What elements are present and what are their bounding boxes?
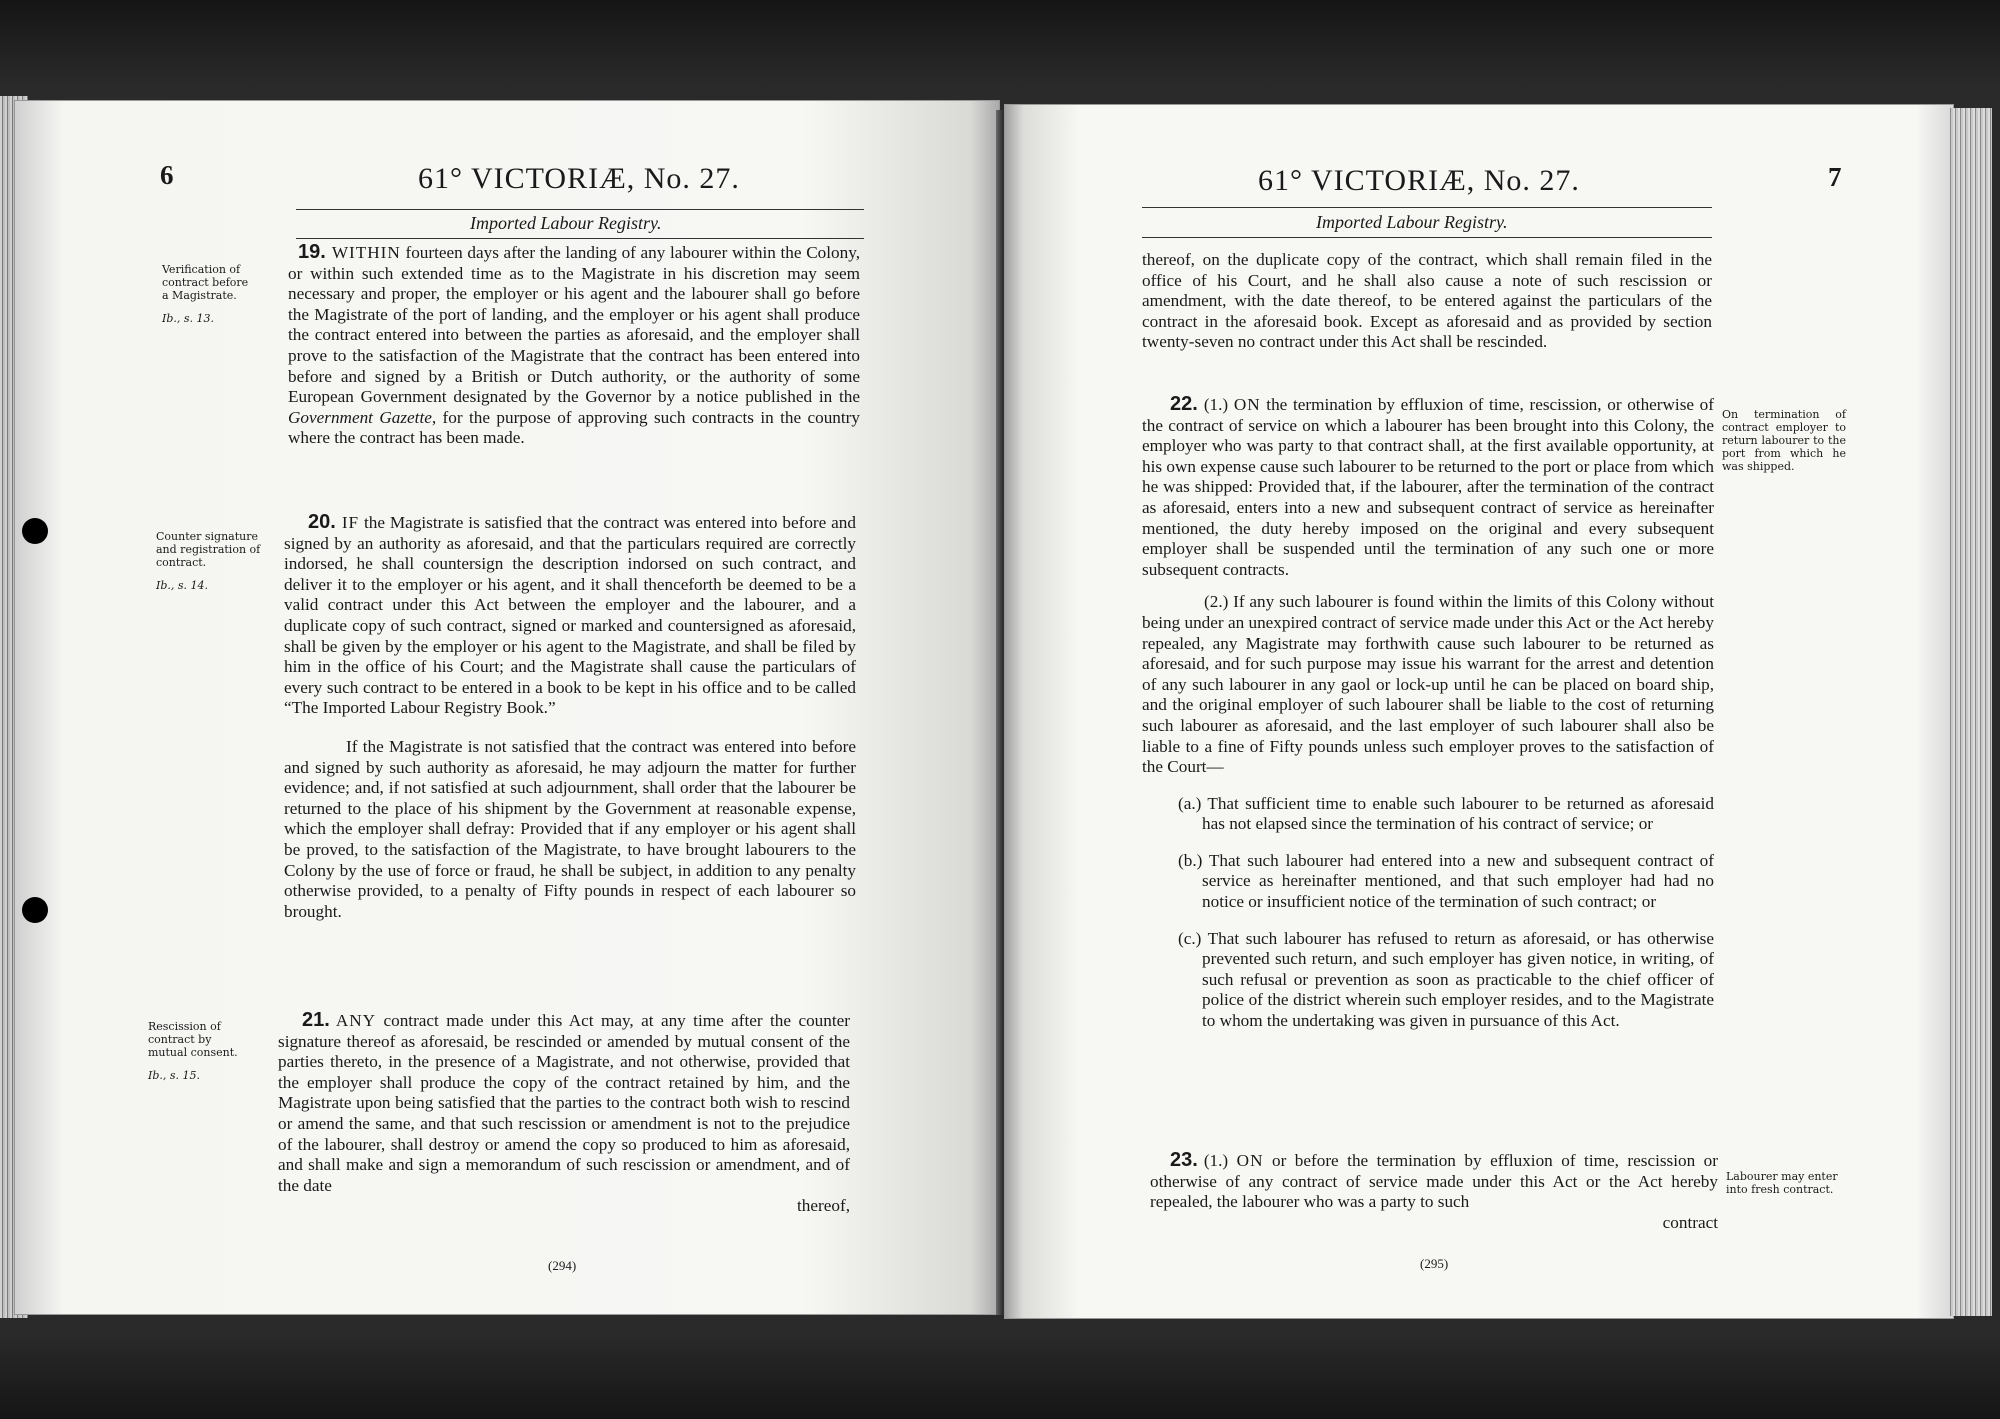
catchword: thereof, (797, 1196, 850, 1216)
section-21: 21. ANY contract made under this Act may, at any time after the counter signature thereof as aforesaid, be rescinded or amended by mutual consent of the parties thereto, in the presence of a Magistrate, and not otherwise, provided that the employer shall produce the copy of the contract retained by him, and the Magistrate upon being satisfied that the parties to the contract both wish to rescind or amend the same, and that such rescission or amendment is not to the prejudice of the labourer, shall destroy or amend the copy so produced to him as aforesaid, and shall make and sign a memorandum of such rescission or amendment, and of the date thereof, (278, 1009, 850, 1216)
section-23: 23. (1.) ON or before the termination by effluxion of time, rescission or otherwise of any contract of service made under this Act or the Act hereby repealed, the labourer who was a party to such contract (1150, 1149, 1718, 1232)
section-19: 19. WITHIN fourteen days after the landing of any labourer within the Colony, or within such extended time as to the Magistrate in his discretion may seem necessary and proper, the employer or his agent and the labourer shall go before the Magistrate of the port of landing, and the employer or his agent shall produce the contract entered into between the parties as aforesaid, and the employer shall prove to the satisfaction of the Magistrate that the contract has been entered into before and signed by a British or Dutch authority, or the authority of some European Government designated by the Governor by a notice published in the Government Gazette, for the purpose of approving such contracts in the country where the contract has been made. (288, 241, 860, 448)
sidenote-label: Labourer may enter into fresh contract. (1726, 1170, 1838, 1196)
sidenote-20 (156, 530, 280, 592)
right-folio: 7 (1828, 162, 1842, 192)
sidenote-19 (162, 263, 258, 325)
right-page-number: (295) (1420, 1256, 1449, 1271)
list-item: (b.) That such labourer had entered into a new and subsequent contract of service as hereinafter mentioned, and that such employer had had no notice or insufficient notice of the termination of such contract; or (1178, 850, 1714, 912)
punch-hole (22, 518, 48, 544)
left-subtitle: Imported Labour Registry. (470, 213, 662, 233)
left-subtitle-rule (296, 238, 864, 239)
sidenote-ref: Ib., s. 13. (162, 312, 215, 325)
right-subtitle: Imported Labour Registry. (1316, 212, 1508, 232)
sidenote-label: Rescission of contract by mutual consent. (148, 1020, 238, 1059)
sidenote-22 (1722, 408, 1846, 473)
right-header-rule (1142, 207, 1712, 208)
right-running-title: 61° VICTORIÆ, No. 27. (1258, 164, 1580, 197)
sidenote-label: On termination of contract employer to return labourer to the port from which he was shipped. (1722, 408, 1846, 473)
sidenote-23 (1726, 1170, 1850, 1196)
section-22-subsection-2: (2.) If any such labourer is found within the limits of this Colony without being under an unexpired contract of service made under this Act or the Act hereby repealed, any Magistrate may forthwith cause such labourer to be returned as aforesaid, and for such purpose may issue his warrant for the arrest and detention of any such labourer in any gaol or lock-up until he can be placed on board ship, and the original employer of such labourer shall be liable to the cost of returning such labourer as aforesaid, and the last employer of such labourer shall also be liable to a fine of Fifty pounds unless such employer proves to the satisfaction of the Court— (1142, 592, 1714, 777)
left-page-number: (294) (548, 1258, 577, 1273)
punch-hole (22, 897, 48, 923)
section-number: 23. (1170, 1149, 1198, 1171)
catchword: contract (1662, 1212, 1718, 1232)
left-header-rule (296, 209, 864, 210)
section-20: 20. IF the Magistrate is satisfied that the contract was entered into before and signed by an authority as aforesaid, and that the particulars required are correctly indorsed, he shall countersign the description indorsed on such contract, and deliver it to the employer or his agent, and it shall thenceforth be deemed to be a valid contract under this Act between the employer and the labourer, and a duplicate copy of such contract, signed or marked and countersigned as aforesaid, shall be given by the employer or his agent to the Magistrate, and shall be filed by him in the office of his Court; and the Magistrate shall cause the particulars of every such contract to be entered in a book to be kept in his office and to be called “The Imported Labour Registry Book.” If the Magistrate is not satisfied that the contract was entered into before and signed by such authority as aforesaid, he may adjourn the matter for further evidence; and, if not satisfied at such adjournment, shall order that the labourer be returned to the place of his shipment by the Government at reasonable expense, which the employer shall defray: Provided that if any employer or his agent shall be proved, to the satisfaction of the Magistrate, to have brought labourers to the Colony by the use of force or fraud, he shall be subject, in addition to any penalty otherwise provided, to a penalty of Fifty pounds in respect of each labourer so brought. (284, 511, 856, 921)
left-running-title: 61° VICTORIÆ, No. 27. (418, 162, 740, 195)
section-number: 21. (302, 1009, 330, 1031)
section-21-continued: thereof, on the duplicate copy of the contract, which shall remain filed in the office of his Court, and he shall also cause a note of such rescission or amendment, with the date thereof, to be entered against the particulars of the contract in the aforesaid book. Except as aforesaid and as provided by section twenty-seven no contract under this Act shall be rescinded. (1142, 250, 1712, 352)
sidenote-label: Verification of contract before a Magistrate. (162, 263, 249, 302)
list-item: (c.) That such labourer has refused to return as aforesaid, or has otherwise prevented such return, and such employer has given notice, in writing, of such refusal or prevention as soon as practicable to the chief officer of police of the district wherein such employer resides, and to the Magistrate to whom the undertaking was given in pursuance of this Act. (1178, 928, 1714, 1031)
sidenote-ref: Ib., s. 15. (148, 1069, 201, 1082)
section-number: 22. (1170, 393, 1198, 415)
left-folio: 6 (160, 160, 174, 190)
section-number: 19. (298, 241, 326, 263)
sidenote-ref: Ib., s. 14. (156, 579, 209, 592)
right-page-edges (1948, 108, 1992, 1316)
section-22: 22. (1.) ON the termination by effluxion of time, rescission, or otherwise of the contract of service on which a labourer has been brought into this Colony, the employer who was party to that contract shall, at the first available opportunity, at his own expense cause such labourer to be returned to the port or place from which he was shipped: Provided that, if the labourer, after the termination of the contract as aforesaid, enters into a new and subsequent contract of service as hereinafter mentioned, the duty hereby imposed on the original and every subsequent employer shall be suspended until the termination of any such one or more subsequent contracts. (2.) If any such labourer is found within the limits of this Colony without being under an unexpired contract of service made under this Act or the Act hereby repealed, any Magistrate may forthwith cause such labourer to be returned as aforesaid, and for such purpose may issue his warrant for the arrest and detention of any such labourer in any gaol or lock-up until he can be placed on board ship, and the original employer of such labourer shall be liable to the cost of returning such labourer as aforesaid, and the last employer of such labourer shall also be liable to a fine of Fifty pounds unless such employer proves to the satisfaction of the Court— (a.) That sufficient time to enable such labourer to be returned as aforesaid has not elapsed since the termination of his contract of service; or (b.) That such labourer had entered into a new and subsequent contract of service as hereinafter mentioned, and that such employer had had no notice or insufficient notice of the termination of such contract; or (c.) That such labourer has refused to return as aforesaid, or has otherwise prevented such return, and such employer has given notice, in writing, of such refusal or prevention as soon as practicable to the chief officer of police of the district wherein such employer resides, and to the Magistrate to whom the undertaking was given in pursuance of this Act. (1142, 393, 1714, 1031)
list-item: (a.) That sufficient time to enable such labourer to be returned as aforesaid has not elapsed since the termination of his contract of service; or (1178, 793, 1714, 834)
sidenote-label: Counter signature and registration of contract. (156, 530, 261, 569)
sidenote-21 (148, 1020, 252, 1082)
section-number: 20. (308, 511, 336, 533)
section-20-para-2: If the Magistrate is not satisfied that the contract was entered into before and signed by such authority as aforesaid, he may adjourn the matter for further evidence; and, if not satisfied at such adjournment, shall order that the labourer be returned to the place of his shipment by the Government at reasonable expense, which the employer shall defray: Provided that if any employer or his agent shall be proved, to the satisfaction of the Magistrate, to have brought labourers to the Colony by the use of force or fraud, he shall be subject, in addition to any penalty otherwise provided, to a penalty of Fifty pounds in respect of each labourer so brought. (284, 736, 856, 921)
right-subtitle-rule (1142, 237, 1712, 238)
